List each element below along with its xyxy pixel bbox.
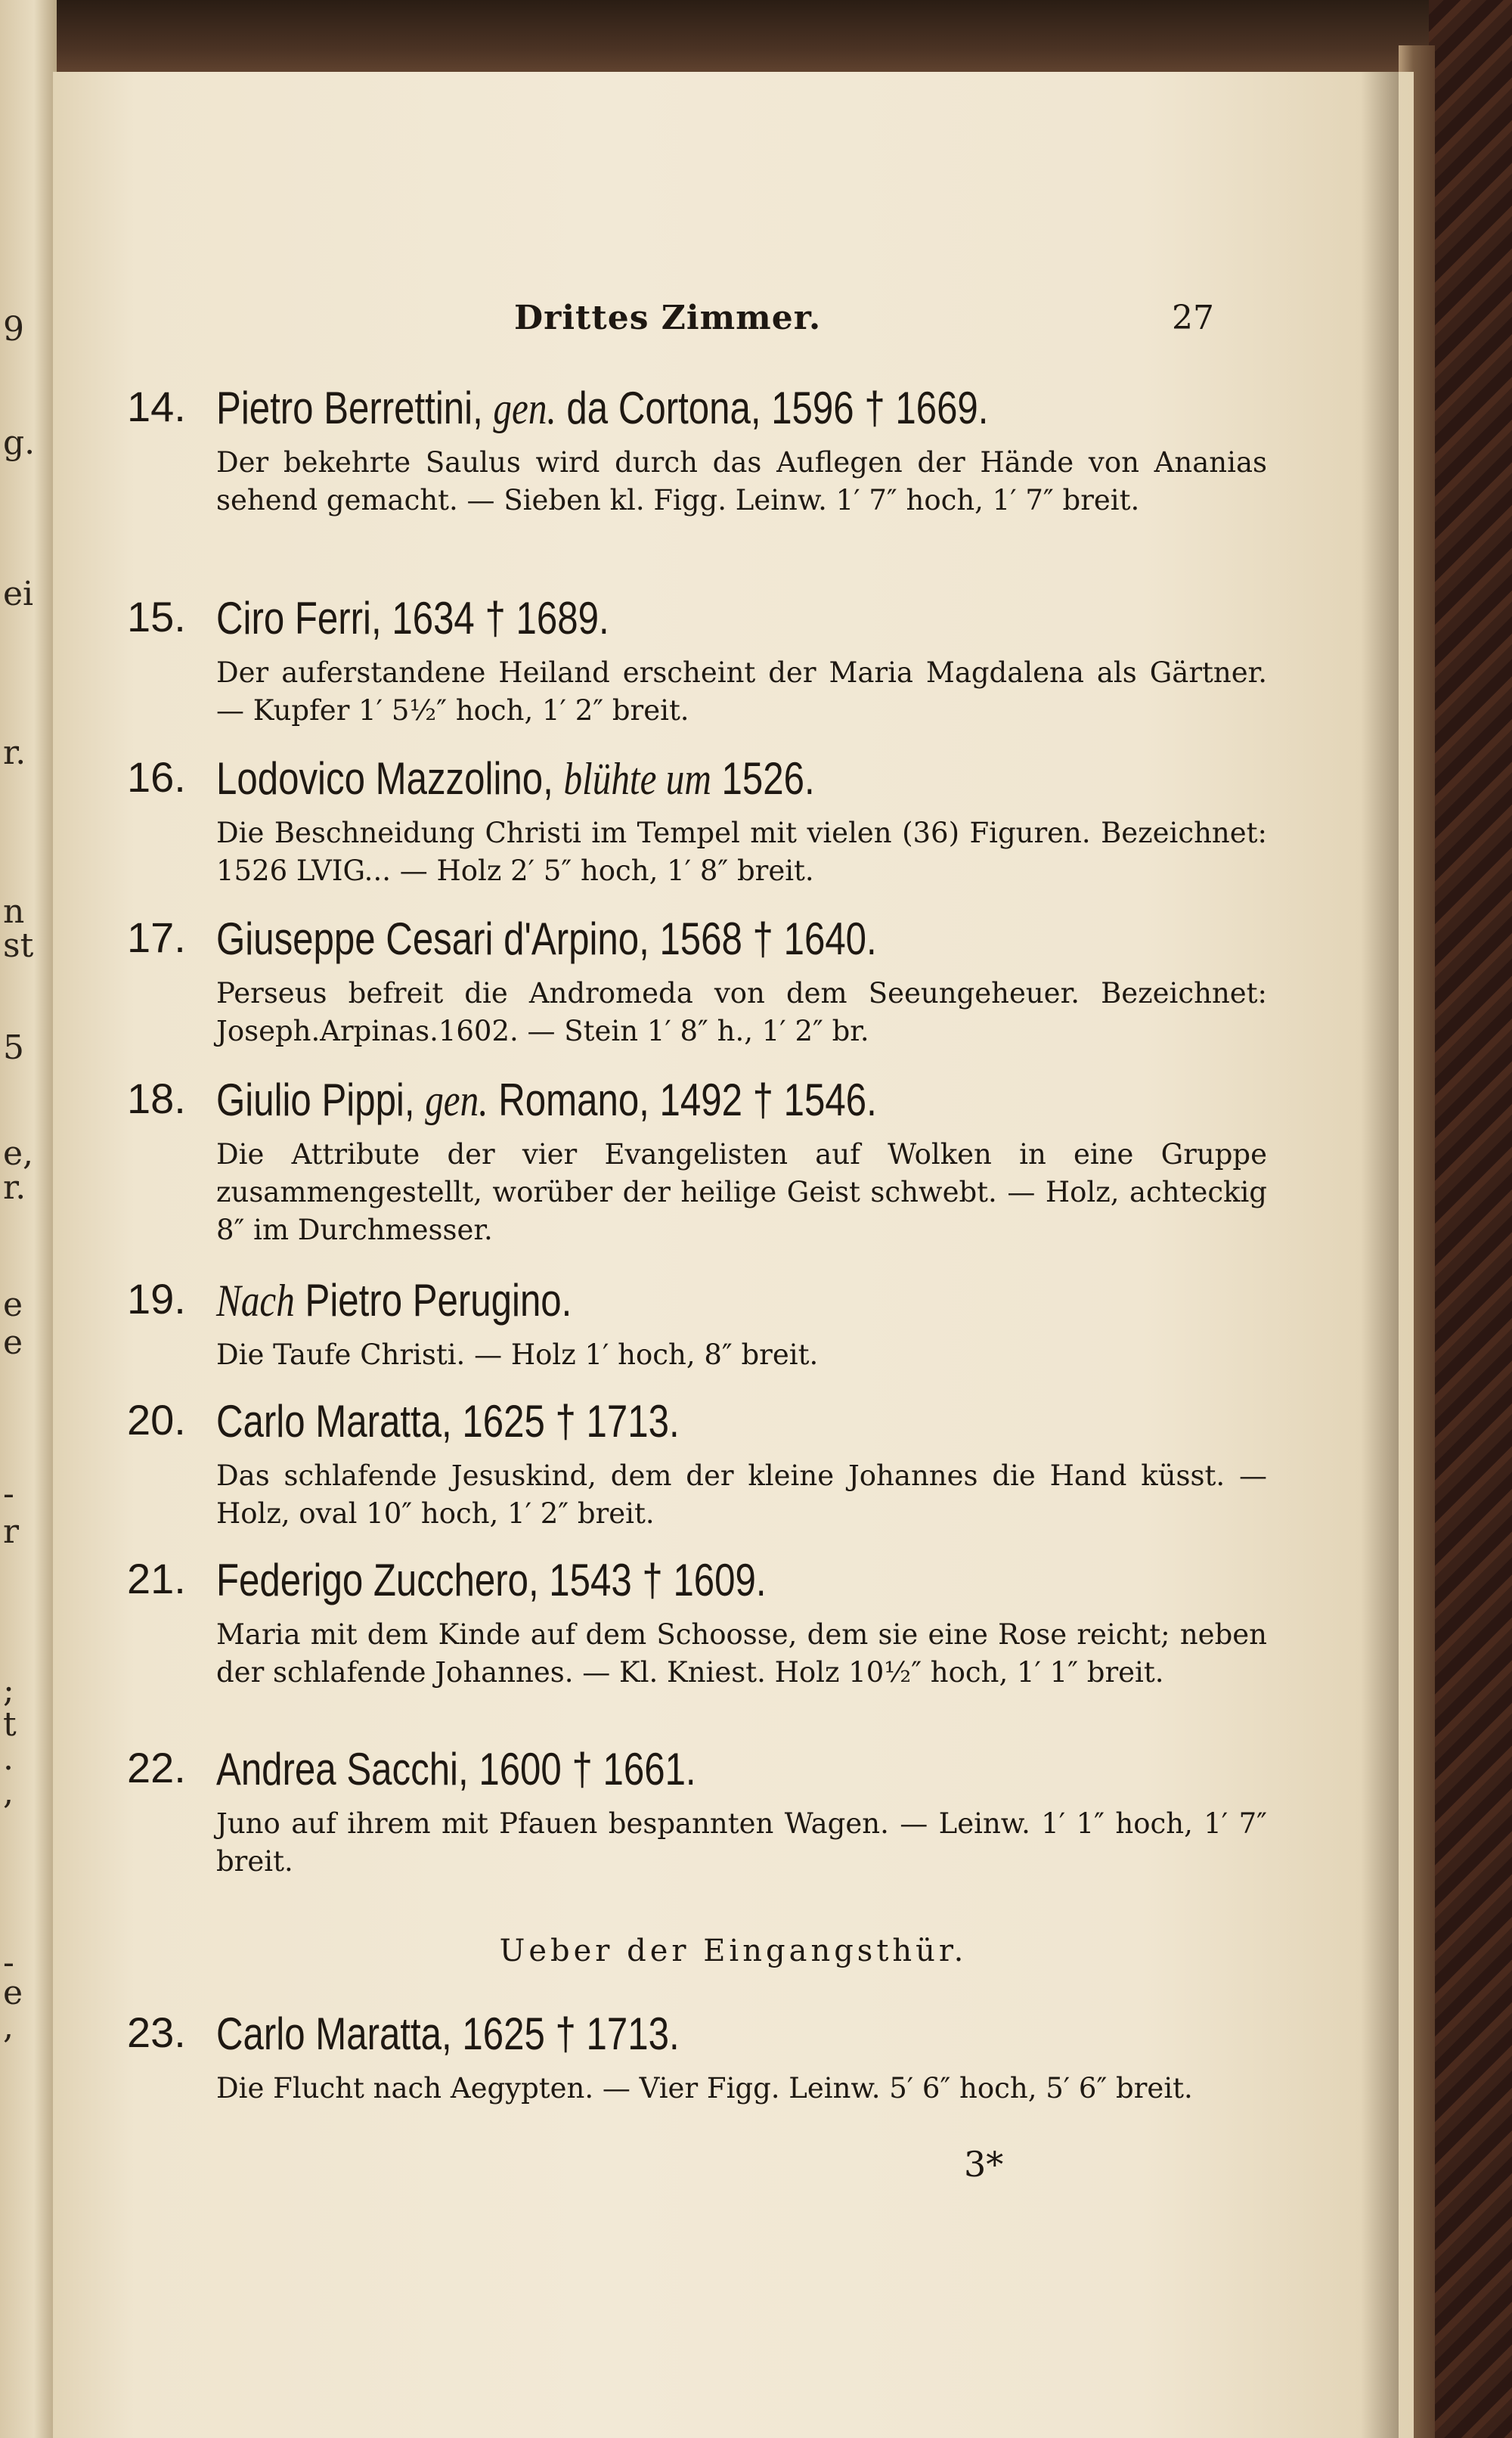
artist-dates: 1634 † 1689. bbox=[392, 593, 609, 644]
book-page bbox=[53, 72, 1414, 2438]
entry-description: Die Beschneidung Christi im Tempel mit vielen (36) Figuren. Bezeichnet: 1526 LVIG... — Holz 2′ 5″ hoch, 1′ 8″ breit. bbox=[216, 817, 1267, 887]
entry-number: 19. bbox=[127, 1275, 186, 1323]
margin-fragment: r bbox=[3, 1512, 20, 1551]
entry-number: 18. bbox=[127, 1075, 186, 1122]
artist-name: Carlo Maratta, bbox=[216, 1396, 452, 1447]
entry-description: Juno auf ihrem mit Pfauen bespannten Wagen. — Leinw. 1′ 1″ hoch, 1′ 7″ breit. bbox=[216, 1807, 1267, 1878]
entry-heading bbox=[216, 592, 609, 644]
margin-fragment: g. bbox=[3, 423, 36, 462]
artist-dates: da Cortona, 1596 † 1669. bbox=[566, 383, 989, 433]
artist-name: Pietro Berrettini, bbox=[216, 383, 483, 433]
entry-heading bbox=[216, 1274, 572, 1327]
artist-name: Giulio Pippi, bbox=[216, 1075, 415, 1125]
margin-fragment: n bbox=[3, 892, 25, 931]
section-heading: Ueber der Eingangsthür. bbox=[499, 1934, 968, 1968]
margin-fragment: - bbox=[3, 1943, 14, 1982]
entry-heading bbox=[216, 1074, 877, 1127]
entry-description: Maria mit dem Kinde auf dem Schoosse, dem sie eine Rose reicht; neben der schlafende Johannes. — Kl. Kniest. Holz 10½″ hoch, 1′ 1″ breit. bbox=[216, 1618, 1267, 1689]
artist-dates: 1625 † 1713. bbox=[462, 2008, 680, 2059]
entry-heading bbox=[216, 1554, 767, 1606]
margin-fragment: st bbox=[3, 926, 34, 965]
entry-description: Die Flucht nach Aegypten. — Vier Figg. Leinw. 5′ 6″ hoch, 5′ 6″ breit. bbox=[216, 2072, 1193, 2105]
entry-description: Der auferstandene Heiland erscheint der Maria Magdalena als Gärtner. — Kupfer 1′ 5½″ hoch, 1′ 2″ breit. bbox=[216, 656, 1267, 727]
artist-name: Carlo Maratta, bbox=[216, 2008, 452, 2059]
entry-heading bbox=[216, 913, 877, 965]
margin-fragment: e bbox=[3, 1323, 23, 1362]
entry-description: Die Taufe Christi. — Holz 1′ hoch, 8″ breit. bbox=[216, 1338, 819, 1371]
margin-fragment: e, bbox=[3, 1134, 34, 1173]
margin-fragment: . bbox=[3, 1739, 14, 1778]
margin-fragment: ; bbox=[3, 1671, 14, 1710]
page-number: 27 bbox=[1172, 299, 1214, 337]
entry-heading bbox=[216, 752, 815, 805]
entry-heading bbox=[216, 2008, 680, 2060]
margin-fragment: ei bbox=[3, 575, 34, 613]
entry-number: 21. bbox=[127, 1555, 186, 1602]
qualifier: Nach bbox=[216, 1276, 295, 1326]
artist-dates: 1600 † 1661. bbox=[479, 1744, 696, 1794]
entry-description: Das schlafende Jesuskind, dem der kleine Johannes die Hand küsst. — Holz, oval 10″ hoch, 1′ 2″ breit. bbox=[216, 1459, 1267, 1530]
artist-name: Ciro Ferri, bbox=[216, 593, 382, 644]
entry-number: 16. bbox=[127, 753, 186, 801]
margin-fragment: e bbox=[3, 1974, 23, 2012]
running-header bbox=[53, 299, 1414, 352]
entry-number: 14. bbox=[127, 383, 186, 430]
entry-description: Die Attribute der vier Evangelisten auf Wolken in eine Gruppe zusammengestellt, worüber der heilige Geist schwebt. — Holz, achteckig 8″ im Durchmesser. bbox=[216, 1138, 1267, 1246]
qualifier: gen. bbox=[493, 383, 556, 433]
artist-dates: 1543 † 1609. bbox=[549, 1555, 767, 1605]
artist-dates: 1625 † 1713. bbox=[462, 1396, 680, 1447]
entry-number: 15. bbox=[127, 593, 186, 641]
signature-mark: 3* bbox=[964, 2144, 1004, 2185]
page-gutter-shadow bbox=[1361, 72, 1399, 2438]
margin-fragment: r. bbox=[3, 734, 26, 772]
entry-number: 20. bbox=[127, 1396, 186, 1444]
artist-dates: Romano, 1492 † 1546. bbox=[498, 1075, 877, 1125]
artist-name: Federigo Zucchero, bbox=[216, 1555, 539, 1605]
book-cover bbox=[1429, 0, 1512, 2438]
book-top-edge bbox=[45, 0, 1444, 83]
margin-fragment: - bbox=[3, 1475, 14, 1513]
qualifier: blühte um bbox=[563, 754, 711, 804]
artist-name: Giuseppe Cesari d'Arpino, bbox=[216, 913, 649, 964]
artist-name: Andrea Sacchi, bbox=[216, 1744, 469, 1794]
artist-dates: 1526. bbox=[721, 753, 815, 804]
margin-fragment: r. bbox=[3, 1168, 26, 1207]
previous-page-edge bbox=[0, 0, 57, 2438]
margin-fragment: , bbox=[3, 1773, 14, 1812]
entry-heading bbox=[216, 1743, 696, 1795]
margin-fragment: 9 bbox=[3, 310, 24, 349]
running-title: Drittes Zimmer. bbox=[514, 299, 822, 337]
artist-name: Pietro Perugino. bbox=[305, 1275, 572, 1326]
margin-fragment: 5 bbox=[3, 1028, 24, 1067]
entry-description: Perseus befreit die Andromeda von dem Seeungeheuer. Bezeichnet: Joseph.Arpinas.1602. — Stein 1′ 8″ h., 1′ 2″ br. bbox=[216, 977, 1267, 1047]
entry-number: 23. bbox=[127, 2008, 186, 2056]
margin-fragment: t bbox=[3, 1705, 17, 1744]
entry-description: Der bekehrte Saulus wird durch das Auflegen der Hände von Ananias sehend gemacht. — Sieben kl. Figg. Leinw. 1′ 7″ hoch, 1′ 7″ breit. bbox=[216, 446, 1267, 516]
margin-fragment: e bbox=[3, 1286, 23, 1324]
artist-dates: 1568 † 1640. bbox=[659, 913, 877, 964]
artist-name: Lodovico Mazzolino, bbox=[216, 753, 553, 804]
qualifier: gen. bbox=[425, 1075, 488, 1125]
entry-number: 17. bbox=[127, 913, 186, 961]
entry-heading bbox=[216, 382, 988, 435]
margin-fragment: , bbox=[3, 2008, 14, 2046]
entry-heading bbox=[216, 1395, 680, 1447]
entry-number: 22. bbox=[127, 1744, 186, 1791]
